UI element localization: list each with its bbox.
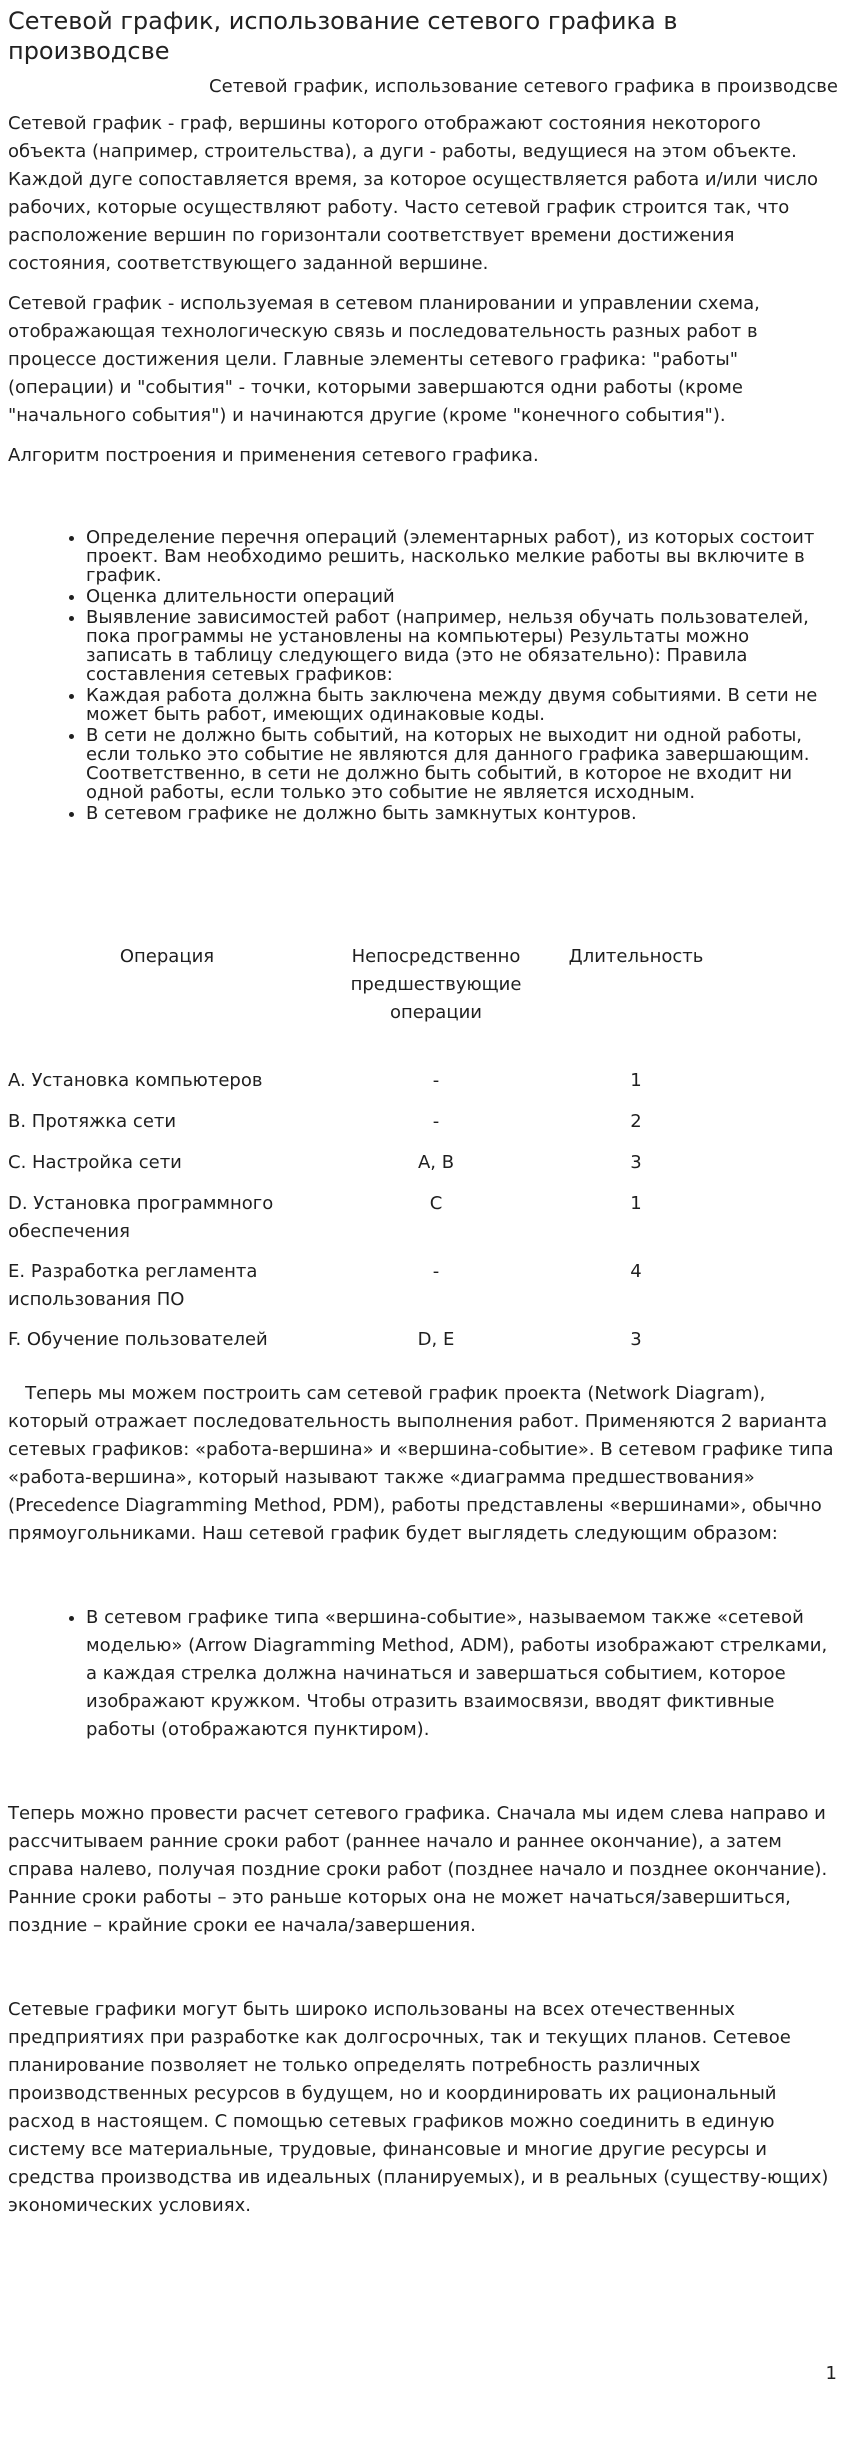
duration-cell: 3	[630, 1152, 642, 1173]
intro-paragraph-1: Сетевой график - граф, вершины которого отображают состояния некоторого объекта (например, строительства), а дуги - работы, ведущиеся на этом объекте. Каждой дуге сопоставляется время, за которое осуществляется работа и/или число рабочих, которые осуществляют работу. Часто сетевой график строится так, что расположение вершин по горизонтали соответствует времени достижения состояния, соответствующего заданной вершине.	[8, 113, 819, 274]
column-header-operation: Операция	[119, 946, 215, 967]
predecessors-cell: -	[432, 1111, 440, 1132]
list-item: • В сетевом графике не должно быть замкнутых контуров.	[86, 804, 838, 823]
document-page	[8, 6, 838, 2220]
operations-table	[8, 943, 736, 1366]
duration-cell: 2	[630, 1111, 642, 1132]
operation-cell: F. Обучение пользователей	[8, 1329, 268, 1350]
adm-list	[8, 1604, 838, 1744]
operation-cell: D. Установка программного обеспечения	[8, 1193, 274, 1242]
table-row	[8, 1258, 736, 1326]
calculation-paragraph: Теперь можно провести расчет сетевого графика. Сначала мы идем слева направо и рассчитываем ранние сроки работ (раннее начало и раннее окончание), а затем справа налево, получая поздние сроки работ (позднее начало и позднее окончание). Ранние сроки работы – это раньше которых она не может начаться/завершиться, поздние – крайние сроки ее начала/завершения.	[8, 1803, 828, 1936]
operation-cell: E. Разработка регламента использования ПО	[8, 1261, 258, 1310]
intro-paragraph-3: Алгоритм построения и применения сетевого графика.	[8, 445, 539, 466]
table-header-row	[8, 943, 736, 1027]
predecessors-cell: C	[429, 1193, 443, 1214]
list-item: • Определение перечня операций (элементарных работ), из которых состоит проект. Вам необходимо решить, насколько мелкие работы вы включите в график.	[86, 528, 838, 585]
list-item: • Оценка длительности операций	[86, 587, 838, 606]
operation-cell: A. Установка компьютеров	[8, 1070, 263, 1091]
table-row	[8, 1326, 736, 1366]
algorithm-list	[8, 528, 838, 823]
operation-cell: B. Протяжка сети	[8, 1111, 177, 1132]
page-number: 1	[825, 2363, 837, 2384]
page-subtitle: Сетевой график, использование сетевого графика в производсве	[209, 76, 838, 97]
duration-cell: 3	[630, 1329, 642, 1350]
predecessors-cell: A, B	[417, 1152, 455, 1173]
conclusion-paragraph: Сетевые графики могут быть широко использованы на всех отечественных предприятиях при разработке как долгосрочных, так и текущих планов. Сетевое планирование позволяет не только определять потребность различных производственных ресурсов в будущем, но и координировать их рациональный расход в настоящем. С помощью сетевых графиков можно соединить в единую систему все материальные, трудовые, финансовые и многие другие ресурсы и средства производства ив идеальных (планируемых), и в реальных (существу-ющих) экономических условиях.	[8, 1999, 829, 2216]
table-row	[8, 1149, 736, 1190]
network-diagram-paragraph: Теперь мы можем построить сам сетевой график проекта (Network Diagram), который отражает последовательность выполнения работ. Применяются 2 варианта сетевых графиков: «работа-вершина» и «вершина-событие». В сетевом графике типа «работа-вершина», который называют также «диаграмма предшествования» (Precedence Diagramming Method, PDM), работы представлены «вершинами», обычно прямоугольниками. Наш сетевой график будет выглядеть следующим образом:	[8, 1383, 840, 1544]
predecessors-cell: -	[432, 1261, 440, 1282]
table-row	[8, 1108, 736, 1149]
column-header-duration: Длительность	[568, 946, 704, 967]
list-item: • Выявление зависимостей работ (например, нельзя обучать пользователей, пока программы не установлены на компьютеры) Результаты можно записать в таблицу следующего вида (это не обязательно): Правила составления сетевых графиков:	[86, 608, 838, 684]
predecessors-cell: -	[432, 1070, 440, 1091]
column-header-predecessors: Непосредственно предшествующие операции	[350, 946, 522, 1023]
predecessors-cell: D, E	[417, 1329, 455, 1350]
duration-cell: 1	[630, 1070, 642, 1091]
table-row	[8, 1067, 736, 1108]
list-item: • В сети не должно быть событий, на которых не выходит ни одной работы, если только это событие не являются для данного графика завершающим. Соответственно, в сети не должно быть событий, в которое не входит ни одной работы, если только это событие не является исходным.	[86, 726, 838, 802]
table-row	[8, 1190, 736, 1258]
page-title: Сетевой график, использование сетевого графика в производсве	[8, 7, 678, 65]
intro-paragraph-2: Сетевой график - используемая в сетевом планировании и управлении схема, отображающая технологическую связь и последовательность разных работ в процессе достижения цели. Главные элементы сетевого графика: "работы" (операции) и "события" - точки, которыми завершаются одни работы (кроме "начального события") и начинаются другие (кроме "конечного события").	[8, 293, 760, 426]
operation-cell: C. Настройка сети	[8, 1152, 182, 1173]
duration-cell: 1	[630, 1193, 642, 1214]
list-item: • Каждая работа должна быть заключена между двумя событиями. В сети не может быть работ, имеющих одинаковые коды.	[86, 686, 838, 724]
duration-cell: 4	[630, 1261, 642, 1282]
list-item: • В сетевом графике типа «вершина-событие», называемом также «сетевой моделью» (Arrow Diagramming Method, ADM), работы изображают стрелками, а каждая стрелка должна начинаться и завершаться событием, которое изображают кружком. Чтобы отразить взаимосвязи, вводят фиктивные работы (отображаются пунктиром).	[86, 1604, 838, 1744]
